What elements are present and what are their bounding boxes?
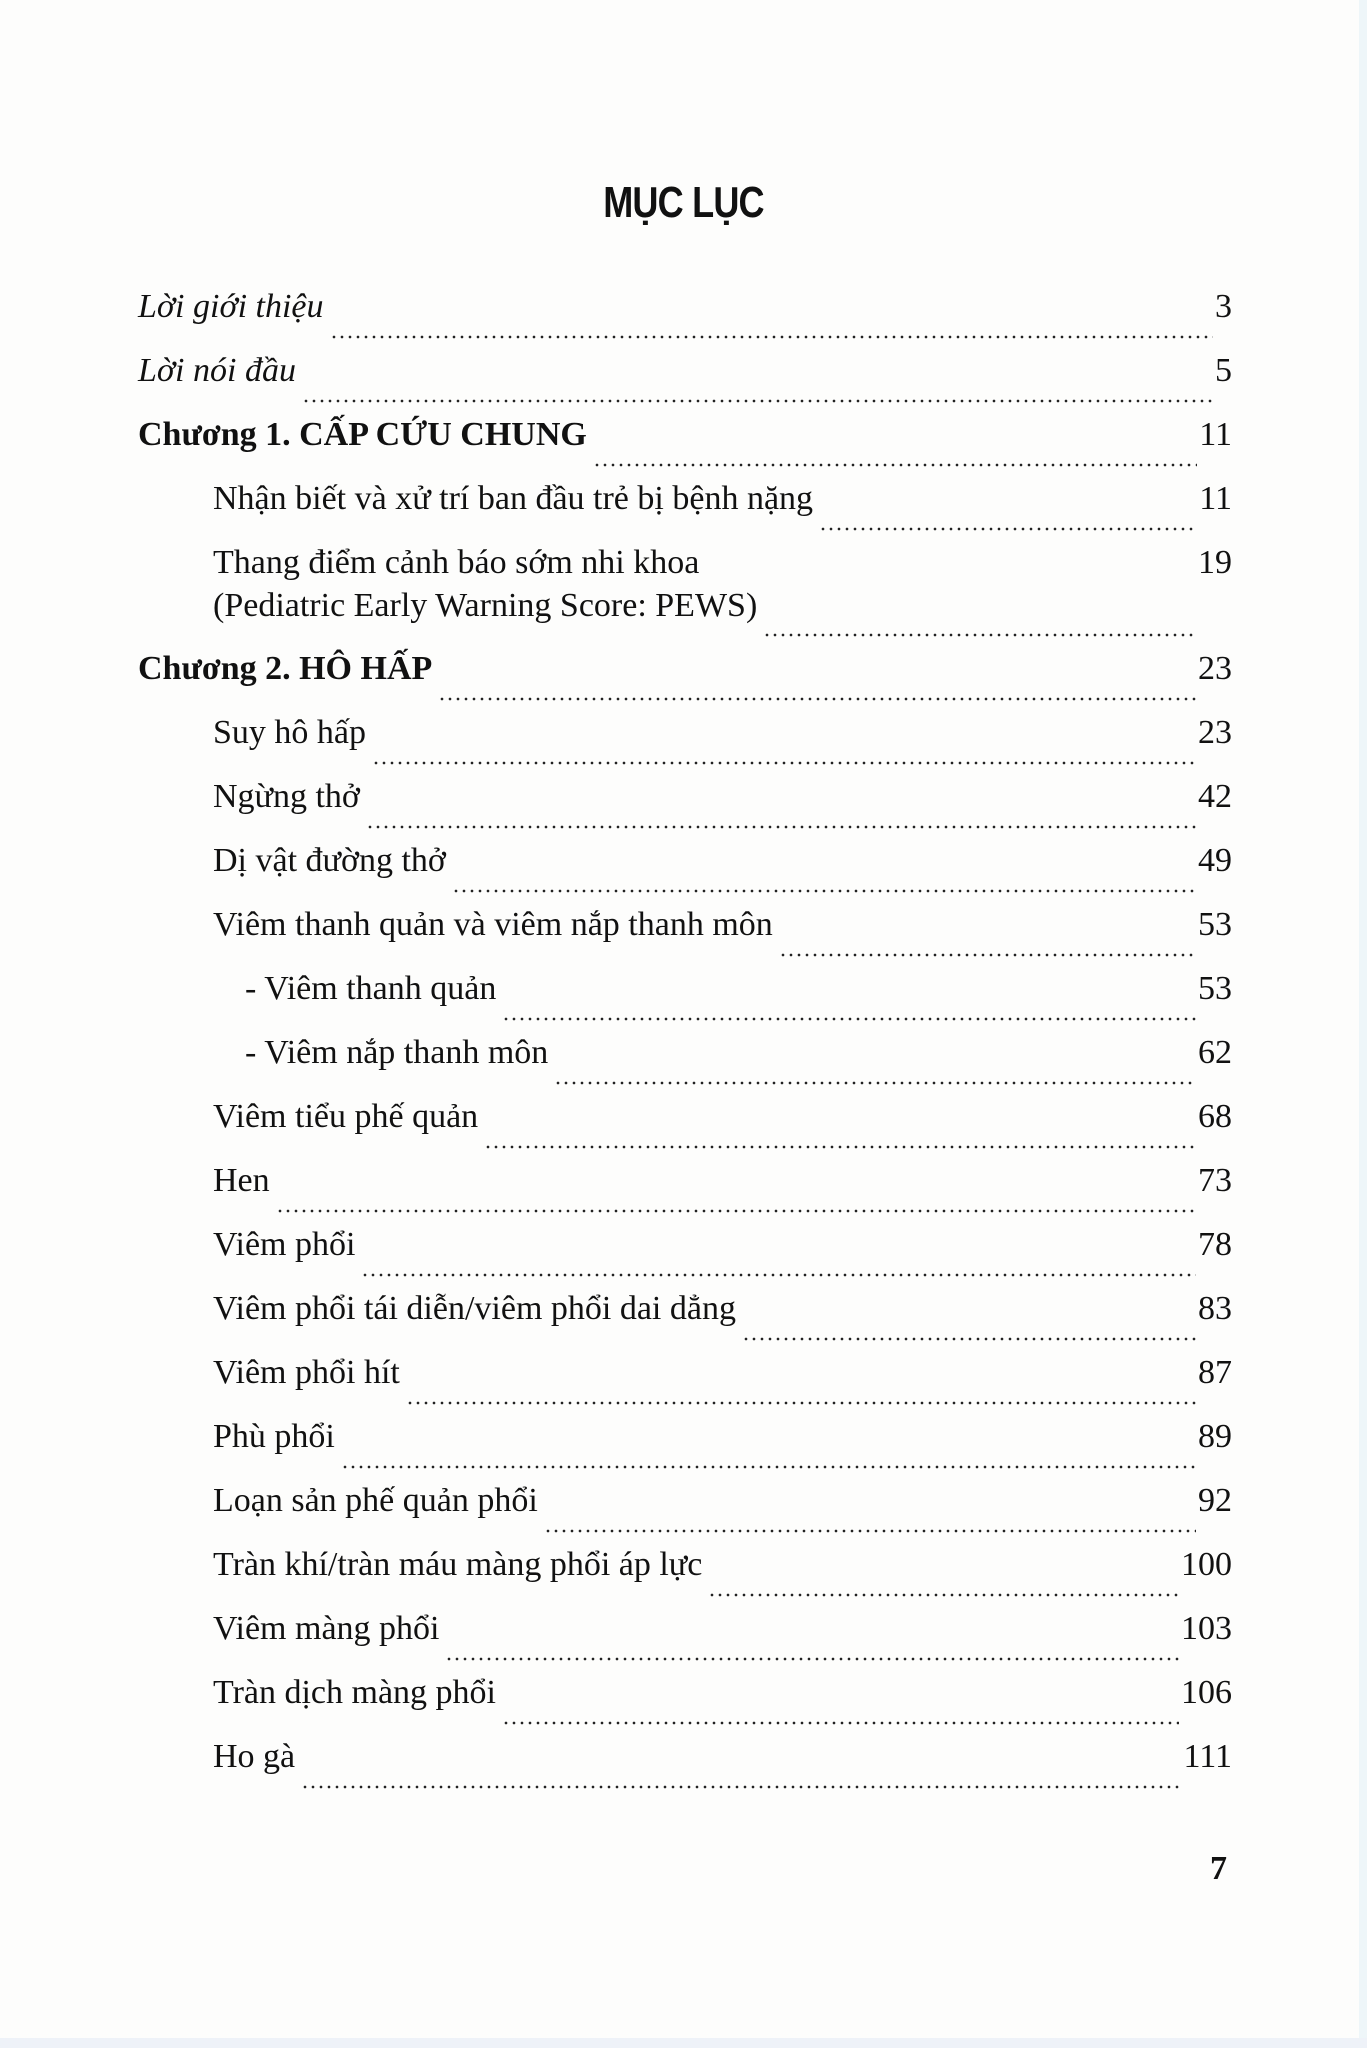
dot-leader: [438, 697, 1196, 701]
toc-entry[interactable]: [138, 541, 1232, 647]
toc-entry[interactable]: [138, 1031, 1232, 1095]
toc-entry-title: Phù phổi: [213, 1418, 335, 1455]
toc-entry-title: Chương 1. CẤP CỨU CHUNG: [138, 416, 587, 453]
toc-entry[interactable]: [138, 839, 1232, 903]
toc-entry-page: 42: [1198, 778, 1232, 815]
dot-leader: [763, 633, 1196, 637]
toc-entry[interactable]: [138, 1415, 1232, 1479]
toc-entry[interactable]: [138, 1159, 1232, 1223]
toc-entry-title: - Viêm nắp thanh môn: [245, 1034, 549, 1071]
dot-leader: [708, 1593, 1179, 1597]
toc-entry-title: Thang điểm cảnh báo sớm nhi khoa (Pediatric Early Warning Score: PEWS): [213, 544, 758, 624]
toc-entry-page: 11: [1199, 416, 1232, 453]
toc-entry[interactable]: [138, 1607, 1232, 1671]
dot-leader: [301, 1785, 1181, 1789]
toc-entry[interactable]: [138, 1671, 1232, 1735]
dot-leader: [406, 1401, 1196, 1405]
toc-entry-page: 23: [1198, 714, 1232, 751]
dot-leader: [366, 825, 1196, 829]
toc-entry-page: 83: [1198, 1290, 1232, 1327]
toc-entry-title: Viêm phổi: [213, 1226, 356, 1263]
toc-entry-page: 111: [1183, 1738, 1232, 1775]
toc-entry[interactable]: [138, 711, 1232, 775]
toc-entry[interactable]: [138, 1287, 1232, 1351]
toc-entry-title: Viêm phổi tái diễn/viêm phổi dai dẳng: [213, 1290, 736, 1327]
toc-entry[interactable]: [138, 349, 1232, 413]
dot-leader: [554, 1081, 1196, 1085]
toc-entry[interactable]: [138, 903, 1232, 967]
toc-entry-title: Viêm thanh quản và viêm nắp thanh môn: [213, 906, 773, 943]
toc-entry[interactable]: [138, 413, 1232, 477]
toc-entry[interactable]: [138, 1095, 1232, 1159]
toc-entry[interactable]: [138, 477, 1232, 541]
toc-entry-title: Hen: [213, 1162, 270, 1199]
toc-entry-page: 53: [1198, 906, 1232, 943]
toc-entry-title: Lời giới thiệu: [138, 288, 324, 325]
dot-leader: [452, 889, 1196, 893]
toc-entry-page: 5: [1215, 352, 1232, 389]
toc-entry-page: 23: [1198, 650, 1232, 687]
dot-leader: [502, 1017, 1196, 1021]
page-title: MỤC LỤC: [603, 178, 764, 227]
toc-entry[interactable]: [138, 1223, 1232, 1287]
toc-entry-page: 3: [1215, 288, 1232, 325]
dot-leader: [484, 1145, 1196, 1149]
dot-leader: [372, 761, 1196, 765]
toc-entry-title: Viêm phổi hít: [213, 1354, 400, 1391]
toc-entry-title: Tràn dịch màng phổi: [213, 1674, 497, 1711]
toc-entry-page: 19: [1198, 544, 1232, 581]
page-number: 7: [1210, 1850, 1227, 1887]
toc-entry-title: Tràn khí/tràn máu màng phổi áp lực: [213, 1546, 703, 1583]
toc-entry[interactable]: [138, 1735, 1232, 1799]
toc-entry-title: Lời nói đầu: [138, 352, 296, 389]
dot-leader: [361, 1273, 1196, 1277]
toc-entry-page: 106: [1181, 1674, 1232, 1711]
dot-leader: [819, 527, 1197, 531]
page-edge: [1359, 0, 1367, 2048]
table-of-contents: [138, 285, 1232, 1799]
toc-entry[interactable]: [138, 647, 1232, 711]
dot-leader: [445, 1657, 1179, 1661]
toc-entry-page: 53: [1198, 970, 1232, 1007]
toc-entry-page: 89: [1198, 1418, 1232, 1455]
toc-entry[interactable]: [138, 775, 1232, 839]
dot-leader: [502, 1721, 1179, 1725]
toc-entry-page: 87: [1198, 1354, 1232, 1391]
dot-leader: [341, 1465, 1196, 1469]
toc-entry-title: - Viêm thanh quản: [245, 970, 497, 1007]
dot-leader: [779, 953, 1196, 957]
toc-entry-page: 92: [1198, 1482, 1232, 1519]
toc-entry-title: Chương 2. HÔ HẤP: [138, 650, 433, 687]
toc-entry-title: Viêm tiểu phế quản: [213, 1098, 479, 1135]
toc-entry-title: Ngừng thở: [213, 778, 360, 815]
toc-entry[interactable]: [138, 1351, 1232, 1415]
toc-entry-page: 68: [1198, 1098, 1232, 1135]
toc-entry[interactable]: [138, 967, 1232, 1031]
toc-entry[interactable]: [138, 1543, 1232, 1607]
toc-entry-title: Suy hô hấp: [213, 714, 366, 751]
page-bottom-edge: [0, 2038, 1367, 2048]
toc-entry-page: 49: [1198, 842, 1232, 879]
toc-entry-title: Loạn sản phế quản phổi: [213, 1482, 538, 1519]
dot-leader: [302, 399, 1213, 403]
toc-entry-page: 100: [1181, 1546, 1232, 1583]
toc-entry-page: 73: [1198, 1162, 1232, 1199]
dot-leader: [544, 1529, 1196, 1533]
dot-leader: [330, 335, 1213, 339]
toc-entry[interactable]: [138, 1479, 1232, 1543]
dot-leader: [593, 463, 1197, 467]
toc-entry-page: 11: [1199, 480, 1232, 517]
toc-entry-page: 62: [1198, 1034, 1232, 1071]
dot-leader: [742, 1337, 1196, 1341]
dot-leader: [276, 1209, 1196, 1213]
toc-entry-title: Nhận biết và xử trí ban đầu trẻ bị bệnh nặng: [213, 480, 814, 517]
toc-entry-title: Ho gà: [213, 1738, 296, 1775]
toc-entry-page: 78: [1198, 1226, 1232, 1263]
toc-entry-page: 103: [1181, 1610, 1232, 1647]
toc-entry-title: Viêm màng phổi: [213, 1610, 440, 1647]
toc-entry-title: Dị vật đường thở: [213, 842, 446, 879]
toc-entry[interactable]: [138, 285, 1232, 349]
